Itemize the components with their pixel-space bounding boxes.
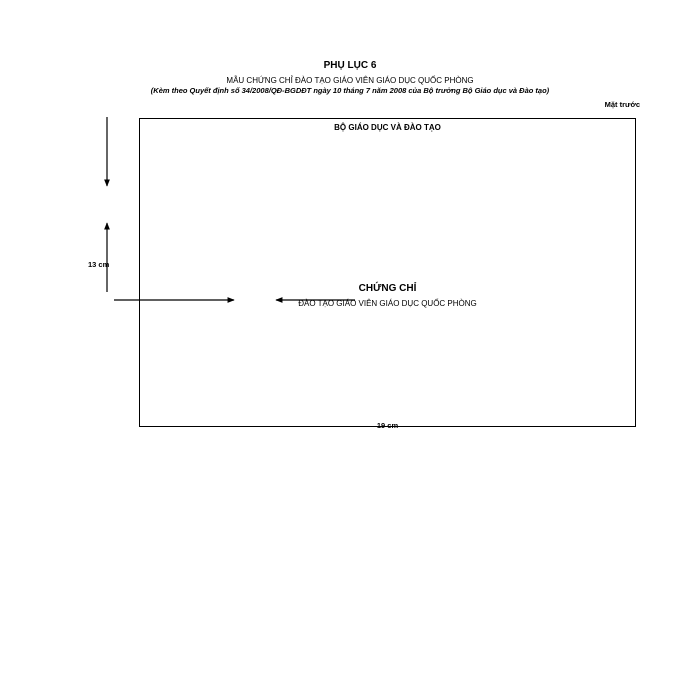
certificate-org-name: BỘ GIÁO DỤC VÀ ĐÀO TẠO: [334, 123, 441, 132]
certificate-subtitle: ĐÀO TẠO GIÁO VIÊN GIÁO DỤC QUỐC PHÒNG: [298, 299, 477, 308]
side-label: Mặt trước: [604, 100, 640, 109]
certificate-title: CHỨNG CHỈ: [358, 283, 417, 294]
certificate-frame: [139, 118, 636, 430]
width-dimension-label: 19 cm: [376, 421, 399, 430]
height-dimension-label: 13 cm: [88, 260, 110, 269]
decision-note: (Kèm theo Quyết định số 34/2008/QĐ-BGDĐT ngày 10 tháng 7 năm 2008 của Bộ trưởng Bộ Giáo dục và Đào tạo): [150, 86, 550, 95]
form-subtitle: MẪU CHỨNG CHỈ ĐÀO TẠO GIÁO VIÊN GIÁO DỤC QUỐC PHÒNG: [226, 76, 474, 85]
appendix-title: PHỤ LỤC 6: [323, 60, 377, 71]
